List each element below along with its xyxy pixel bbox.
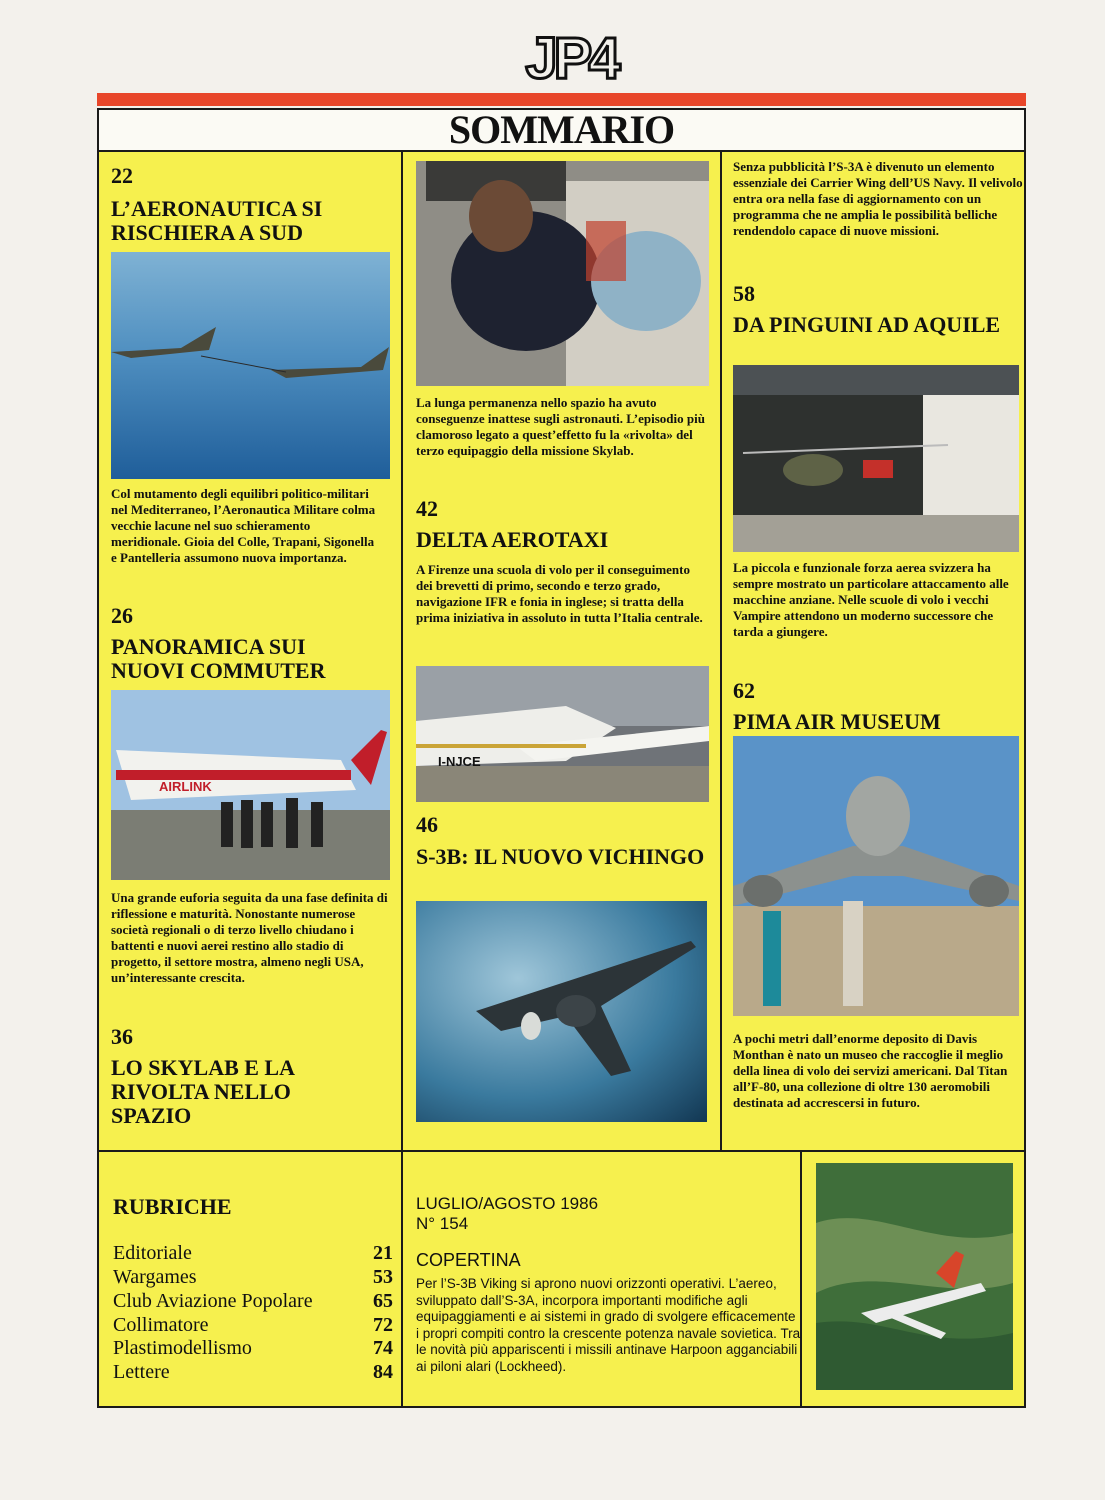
cover-label: COPERTINA — [416, 1250, 521, 1270]
rubrica-item — [113, 1336, 393, 1360]
article-page-number: 26 — [111, 603, 133, 628]
article-summary: A Firenze una scuola di volo per il conseguimento dei brevetti di primo, secondo e terzo grado, navigazione IFR e fonia in inglese; si tratta della prima iniziativa in assoluto in tutta l’Italia centrale. — [416, 562, 703, 625]
rubrica-item — [113, 1360, 393, 1384]
article-heading: PIMA AIR MUSEUM — [733, 709, 941, 734]
bottom-divider-1 — [401, 1152, 403, 1406]
rubrica-name: Wargames — [113, 1266, 197, 1288]
jp4-logo — [514, 28, 628, 86]
article-summary: Senza pubblicità l’S-3A è divenuto un elemento essenziale dei Carrier Wing dell’US Navy. Il velivolo entra ora nella fase di aggiornamento con un programma che ne amplia le possibilità belliche rendendolo capace di nuove missioni. — [733, 159, 1023, 238]
article-summary: Col mutamento degli equilibri politico-militari nel Mediterraneo, l’Aeronautica Militare colma vecchie lacune nel suo schieramento meridionale. Gioia del Colle, Trapani, Sigonella e Pantelleria assumono nuova importanza. — [111, 486, 376, 565]
tornado-refuel-photo — [111, 252, 390, 479]
article-page-number: 36 — [111, 1024, 133, 1049]
issue-date: LUGLIO/AGOSTO 1986 — [416, 1194, 599, 1213]
registration-text: I-NJCE — [438, 754, 481, 769]
article-summary: Una grande euforia seguita da una fase definita di riflessione e maturità. Nonostante numerose società regionali o di terzo livello chiudano i battenti e nuovi aerei restino allo stadio di progetto, il settore mostra, almeno negli USA, un’interessante crescita. — [111, 890, 388, 985]
rubrica-name: Collimatore — [113, 1314, 209, 1336]
alouette-hangar-photo — [733, 365, 1019, 552]
article-page-number: 58 — [733, 281, 755, 306]
masthead-red-bar — [97, 93, 1026, 106]
rubrica-page: 84 — [373, 1361, 393, 1383]
livery-text: AIRLINK — [159, 779, 212, 794]
article-heading: L’AERONAUTICA SI RISCHIERA A SUD — [111, 196, 323, 245]
title-box — [99, 107, 1024, 152]
article-summary: La lunga permanenza nello spazio ha avuto conseguenze inattese sugli astronauti. L’episodio più clamoroso legato a quest’effetto fu la «rivolta» del terzo equipaggio della missione Skylab. — [416, 395, 705, 458]
article-summary: La piccola e funzionale forza aerea svizzera ha sempre mostrato un particolare attaccamento alle macchine anziane. Nelle scuole di volo i vecchi Vampire attendono un moderno successore che tarda a giungere. — [733, 560, 1009, 639]
column-divider-2 — [720, 152, 722, 1152]
article-heading: DELTA AEROTAXI — [416, 527, 609, 552]
article-page-number: 46 — [416, 812, 438, 837]
rubrica-page: 74 — [373, 1337, 393, 1359]
rubrica-name: Plastimodellismo — [113, 1337, 252, 1359]
rubrica-item — [113, 1241, 393, 1265]
rubrica-name: Editoriale — [113, 1242, 192, 1264]
rubriche-title: RUBRICHE — [113, 1194, 232, 1219]
s3b-viking-photo — [416, 901, 707, 1122]
article-page-number: 22 — [111, 163, 133, 188]
article-summary: A pochi metri dall’enorme deposito di Davis Monthan è nato un museo che raccoglie il meglio della linea di volo dei servizi americani. Dal Titan all’F-80, una collezione di oltre 130 aeromobili destinata ad accrescersi in futuro. — [733, 1031, 1008, 1110]
logo-text: JP4 — [525, 28, 617, 86]
page-title: SOMMARIO — [448, 107, 675, 152]
aerotaxi-aircraft-photo — [416, 666, 709, 802]
issue-number: N° 154 — [416, 1214, 469, 1233]
rubrica-page: 21 — [373, 1242, 393, 1264]
article-heading: DA PINGUINI AD AQUILE — [733, 312, 1001, 337]
article-heading: LO SKYLAB E LA RIVOLTA NELLO SPAZIO — [111, 1055, 294, 1128]
column-divider-1 — [401, 152, 403, 1152]
article-page-number: 62 — [733, 678, 755, 703]
section-divider — [99, 1150, 1024, 1152]
skylab-astronaut-photo — [416, 161, 709, 386]
rubrica-page: 65 — [373, 1290, 393, 1312]
pima-bomber-photo — [733, 736, 1019, 1016]
article-heading: PANORAMICA SUI NUOVI COMMUTER — [111, 634, 326, 683]
cover-thumbnail-photo — [816, 1163, 1013, 1390]
article-page-number: 42 — [416, 496, 438, 521]
rubrica-item — [113, 1289, 393, 1313]
rubrica-page: 72 — [373, 1314, 393, 1336]
rubrica-item — [113, 1265, 393, 1289]
cover-description: Per l’S-3B Viking si aprono nuovi orizzonti operativi. L’aereo, sviluppato dall’S-3A, incorpora importanti modifiche agli equipaggiamenti e ai sistemi in grado di svolgere efficacemente i propri compiti contro la crescente potenza navale sovietica. Tra le novità più appariscenti i missili antinave Harpoon agganciabili ai piloni alari (Lockheed). — [416, 1276, 801, 1374]
rubrica-name: Club Aviazione Popolare — [113, 1290, 313, 1312]
rubrica-name: Lettere — [113, 1361, 170, 1383]
rubrica-item — [113, 1313, 393, 1337]
rubrica-page: 53 — [373, 1266, 393, 1288]
article-heading: S-3B: IL NUOVO VICHINGO — [416, 844, 705, 869]
commuter-airliner-photo — [111, 690, 390, 880]
